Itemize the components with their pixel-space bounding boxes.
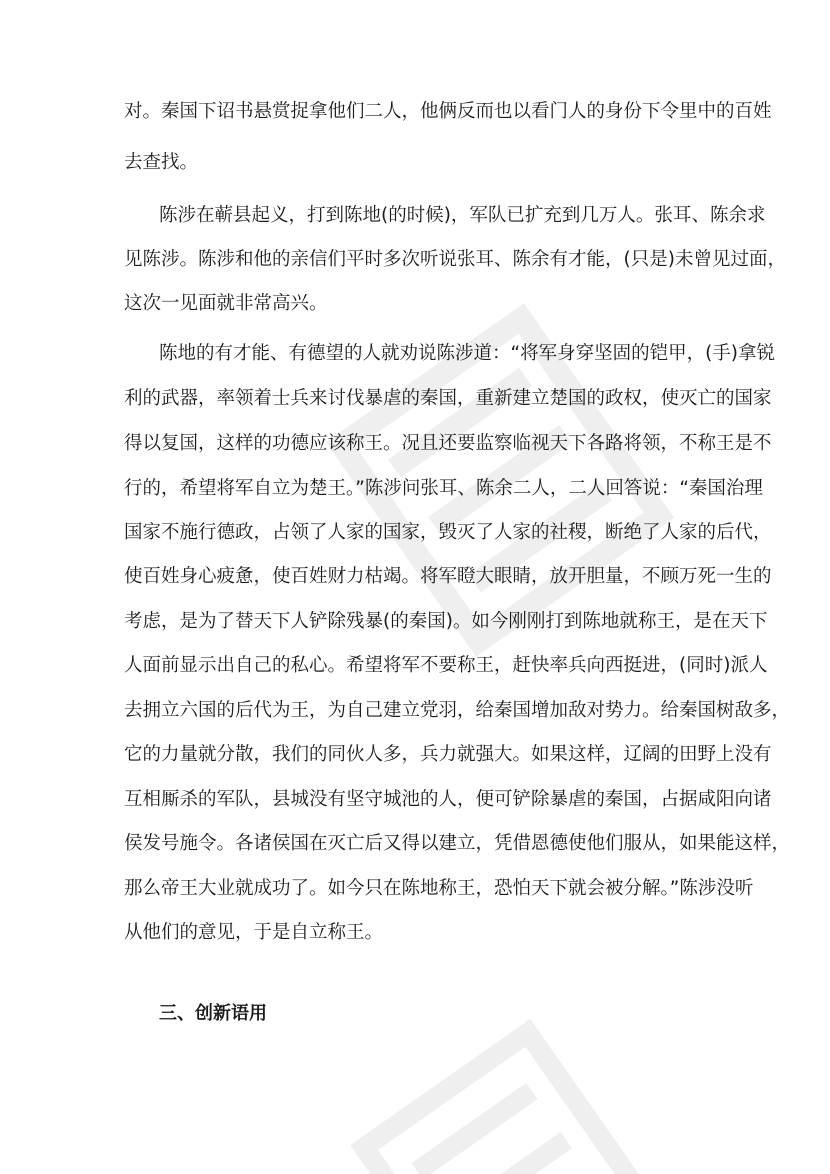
paragraph-line: 国家不施行德政，占领了人家的国家，毁灭了人家的社稷，断绝了人家的后代， xyxy=(124,522,772,543)
paragraph-line: 对。秦国下诏书悬赏捉拿他们二人，他俩反而也以看门人的身份下令里中的百姓 xyxy=(124,101,772,122)
paragraph-line: 从他们的意见，于是自立称王。 xyxy=(124,922,384,943)
section-heading: 三、创新语用 xyxy=(159,1003,267,1024)
paragraph-line: 得以复国，这样的功德应该称王。况且还要监察临视天下各路将领，不称王是不 xyxy=(124,433,772,454)
paragraph-line: 使百姓身心疲惫，使百姓财力枯竭。将军瞪大眼睛，放开胆量，不顾万死一生的 xyxy=(124,566,772,587)
paragraph-line: 陈涉在蕲县起义，打到陈地(的时候)，军队已扩充到几万人。张耳、陈余求 xyxy=(159,205,766,226)
paragraph-line: 人面前显示出自己的私心。希望将军不要称王，赶快率兵向西挺进，(同时)派人 xyxy=(124,655,768,676)
paragraph-line: 互相厮杀的军队，县城没有坚守城池的人，便可铲除暴虐的秦国，占据咸阳向诸 xyxy=(124,789,772,810)
paragraph-line: 陈地的有才能、有德望的人就劝说陈涉道：“将军身穿坚固的铠甲，(手)拿锐 xyxy=(159,343,776,364)
paragraph-line: 它的力量就分散，我们的同伙人多，兵力就强大。如果这样，辽阔的田野上没有 xyxy=(124,744,772,765)
paragraph-line: 这次一见面就非常高兴。 xyxy=(124,293,328,314)
paragraph-line: 考虑，是为了替天下人铲除残暴(的秦国)。如今刚刚打到陈地就称王，是在天下 xyxy=(124,611,768,632)
paragraph-line: 那么帝王大业就成功了。如今只在陈地称王，恐怕天下就会被分解。”陈涉没听 xyxy=(124,878,754,899)
paragraph-line: 去查找。 xyxy=(124,152,199,173)
paragraph-line: 去拥立六国的后代为王，为自己建立党羽，给秦国增加敌对势力。给秦国树敌多， xyxy=(124,700,791,721)
paragraph-line: 行的，希望将军自立为楚王。”陈涉问张耳、陈余二人，二人回答说：“秦国治理 xyxy=(124,478,763,499)
watermark-logo-bottom xyxy=(350,1030,650,1174)
paragraph-line: 见陈涉。陈涉和他的亲信们平时多次听说张耳、陈余有才能，(只是)未曾见过面， xyxy=(124,249,786,270)
paragraph-line: 利的武器，率领着士兵来讨伐暴虐的秦国，重新建立楚国的政权，使灭亡的国家 xyxy=(124,388,772,409)
paragraph-line: 侯发号施令。各诸侯国在灭亡后又得以建立，凭借恩德使他们服从，如果能这样， xyxy=(124,833,791,854)
